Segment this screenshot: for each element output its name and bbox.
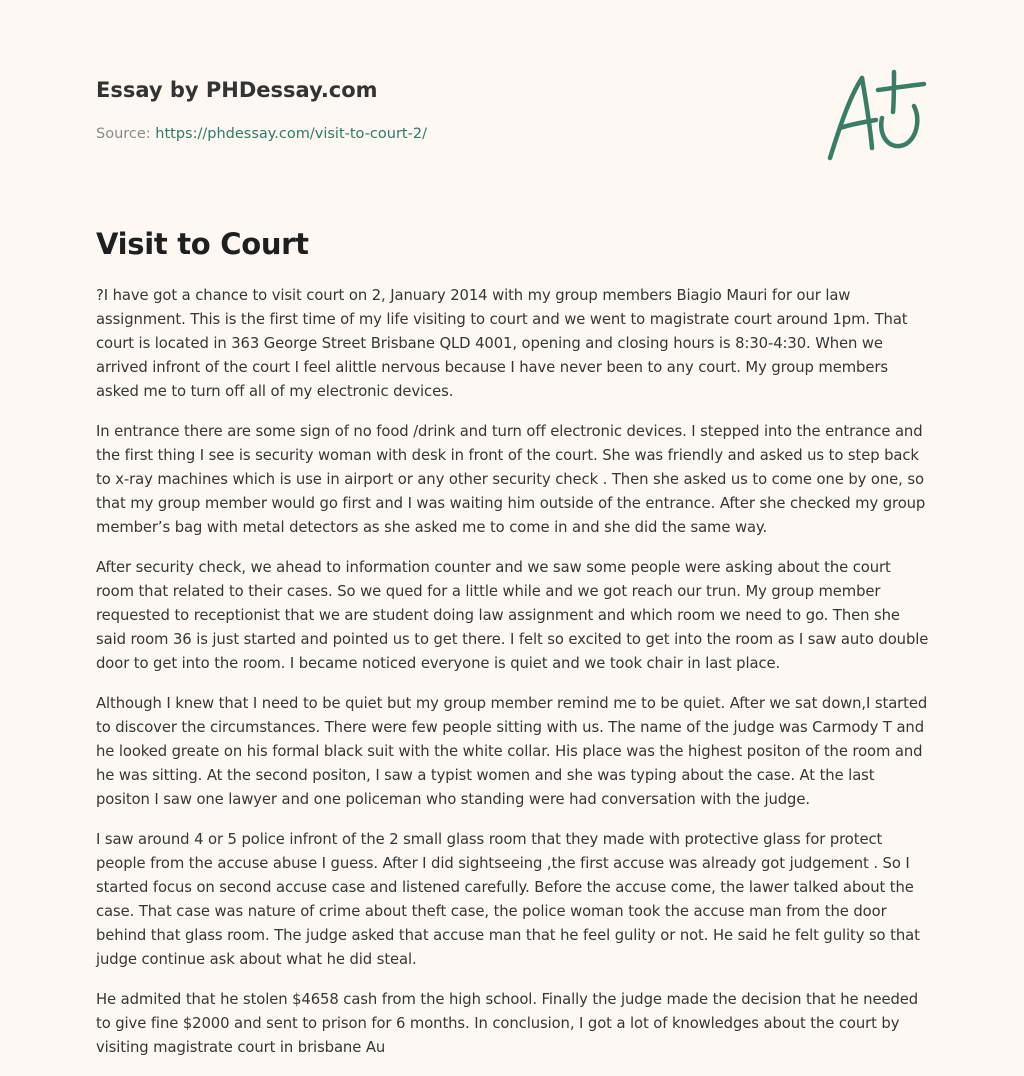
essay-body <box>96 284 930 1076</box>
header <box>96 76 928 176</box>
essay-paragraph: I saw around 4 or 5 police infront of the 2 small glass room that they made with protective glass for protect people from the accuse abuse I guess. After I did sightseeing ,the first accuse was already got judgement . So I started focus on second accuse case and listened carefully. Before the accuse come, the lawer talked about the case. That case was nature of crime about theft case, the police woman took the accuse man from the door behind that glass room. The judge asked that accuse man that he feel gulity or not. He said he felt gulity so that judge continue ask about what he did steal. <box>96 831 920 968</box>
source-link[interactable]: https://phdessay.com/visit-to-court-2/ <box>155 126 427 142</box>
essay-title: Visit to Court <box>96 227 309 261</box>
a-plus-logo <box>820 66 930 166</box>
essay-paragraph: Although I knew that I need to be quiet but my group member remind me to be quiet. After we sat down,I started to discover the circumstances. There were few people sitting with us. The name of the judge was Carmody T and he looked greate on his formal black suit with the white collar. His place was the highest positon of the room and he was sitting. At the second positon, I saw a typist women and she was typing about the case. At the last positon I saw one lawyer and one policeman who standing were had conversation with the judge. <box>96 695 928 808</box>
site-title: Essay by PHDessay.com <box>96 78 378 102</box>
essay-paragraph: In entrance there are some sign of no food /drink and turn off electronic devices. I stepped into the entrance and the first thing I see is security woman with desk in front of the court. She was friendly and asked us to step back to x-ray machines which is use in airport or any other security check . Then she asked us to come one by one, so that my group member would go first and I was waiting him outside of the entrance. After she checked my group member’s bag with metal detectors as she asked me to come in and she did the same way. <box>96 423 926 536</box>
essay-paragraph: He admited that he stolen $4658 cash from the high school. Finally the judge made the decision that he needed to give fine $2000 and sent to prison for 6 months. In conclusion, I got a lot of knowledges about the court by visiting magistrate court in brisbane Au <box>96 991 919 1056</box>
essay-paragraph: After security check, we ahead to information counter and we saw some people were asking about the court room that related to their cases. So we qued for a little while and we got reach our trun. My group member requested to receptionist that we are student doing law assignment and which room we need to go. Then she said room 36 is just started and pointed us to get there. I felt so excited to get into the room as I saw auto double door to get into the room. I became noticed everyone is quiet and we took chair in last place. <box>96 559 929 672</box>
essay-paragraph: ?I have got a chance to visit court on 2, January 2014 with my group members Biagio Mauri for our law assignment. This is the first time of my life visiting to court and we went to magistrate court around 1pm. That court is located in 363 George Street Brisbane QLD 4001, opening and closing hours is 8:30-4:30. When we arrived infront of the court I feel alittle nervous because I have never been to any court. My group members asked me to turn off all of my electronic devices. <box>96 287 908 400</box>
source-line <box>96 124 928 144</box>
source-label: Source: <box>96 126 151 142</box>
